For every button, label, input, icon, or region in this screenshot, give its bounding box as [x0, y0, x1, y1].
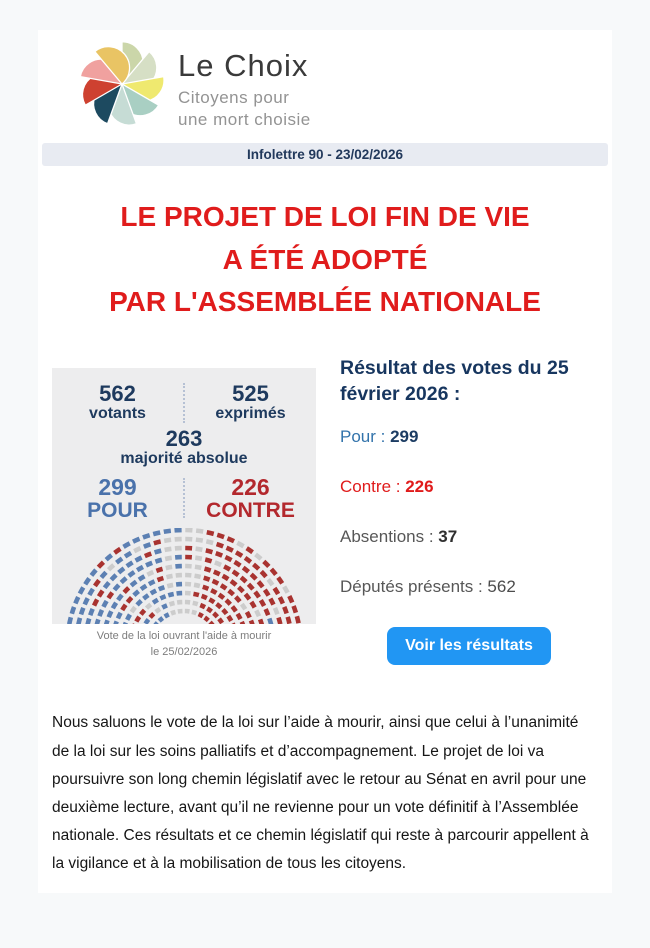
newsletter-card	[38, 30, 612, 893]
lechoix-pinwheel-logo-icon	[76, 38, 168, 130]
pour-contre-row	[52, 475, 316, 522]
result-deputes-presents: Députés présents : 562	[340, 577, 516, 597]
hemicycle-seat-chart	[52, 528, 316, 624]
logo-subtitle: Citoyens pour une mort choisie	[178, 88, 311, 130]
votants-stat: 562 votants	[89, 380, 146, 422]
headline-line3: PAR L'ASSEMBLÉE NATIONALE	[109, 286, 541, 318]
votants-exprimes-row	[52, 382, 316, 423]
pour-stat: 299 POUR	[87, 473, 148, 522]
newsletter-body-text: Nous saluons le vote de la loi sur l’aide à mourir, ainsi que celui à l’unanimité de la loi sur les soins palliatifs et d’accompagnement. Le projet de loi va poursuivre son long chemin législatif avec le retour au Sénat en avril pour une deuxième lecture, avant qu’il ne revienne pour un vote définitif à l’Assemblée nationale. Ces résultats et ce chemin législatif qui reste à parcourir appellent à la vigilance et à la mobilisation de tous les citoyens.	[52, 714, 589, 873]
vote-infographic-image	[52, 368, 316, 624]
exprimes-stat: 525 exprimés	[215, 380, 286, 422]
logo-text-block	[178, 48, 311, 131]
voir-resultats-button[interactable]: Voir les résultats	[387, 627, 551, 665]
vote-graphic	[52, 368, 316, 665]
logo-title: Le Choix	[178, 48, 309, 83]
logo-header	[38, 30, 612, 131]
results-heading: Résultat des votes du 25 février 2026 :	[340, 356, 569, 405]
headline-line1: LE PROJET DE LOI FIN DE VIE	[120, 201, 530, 233]
cta-wrapper	[340, 627, 598, 665]
result-abstentions: Absentions : 37	[340, 527, 458, 547]
main-headline	[38, 196, 612, 324]
infolettre-banner: Infolettre 90 - 23/02/2026	[42, 143, 608, 166]
results-column	[340, 356, 598, 665]
majorite-stat: 263 majorité absolue	[120, 426, 248, 468]
result-contre: Contre : 226	[340, 477, 434, 497]
vote-image-caption: Vote de la loi ouvrant l'aide à mourir le 25/02/2026	[96, 630, 272, 658]
contre-stat: 226 CONTRE	[206, 473, 295, 522]
result-pour: Pour : 299	[340, 427, 419, 447]
content-row	[52, 356, 598, 665]
headline-line2: A ÉTÉ ADOPTÉ	[222, 243, 428, 275]
